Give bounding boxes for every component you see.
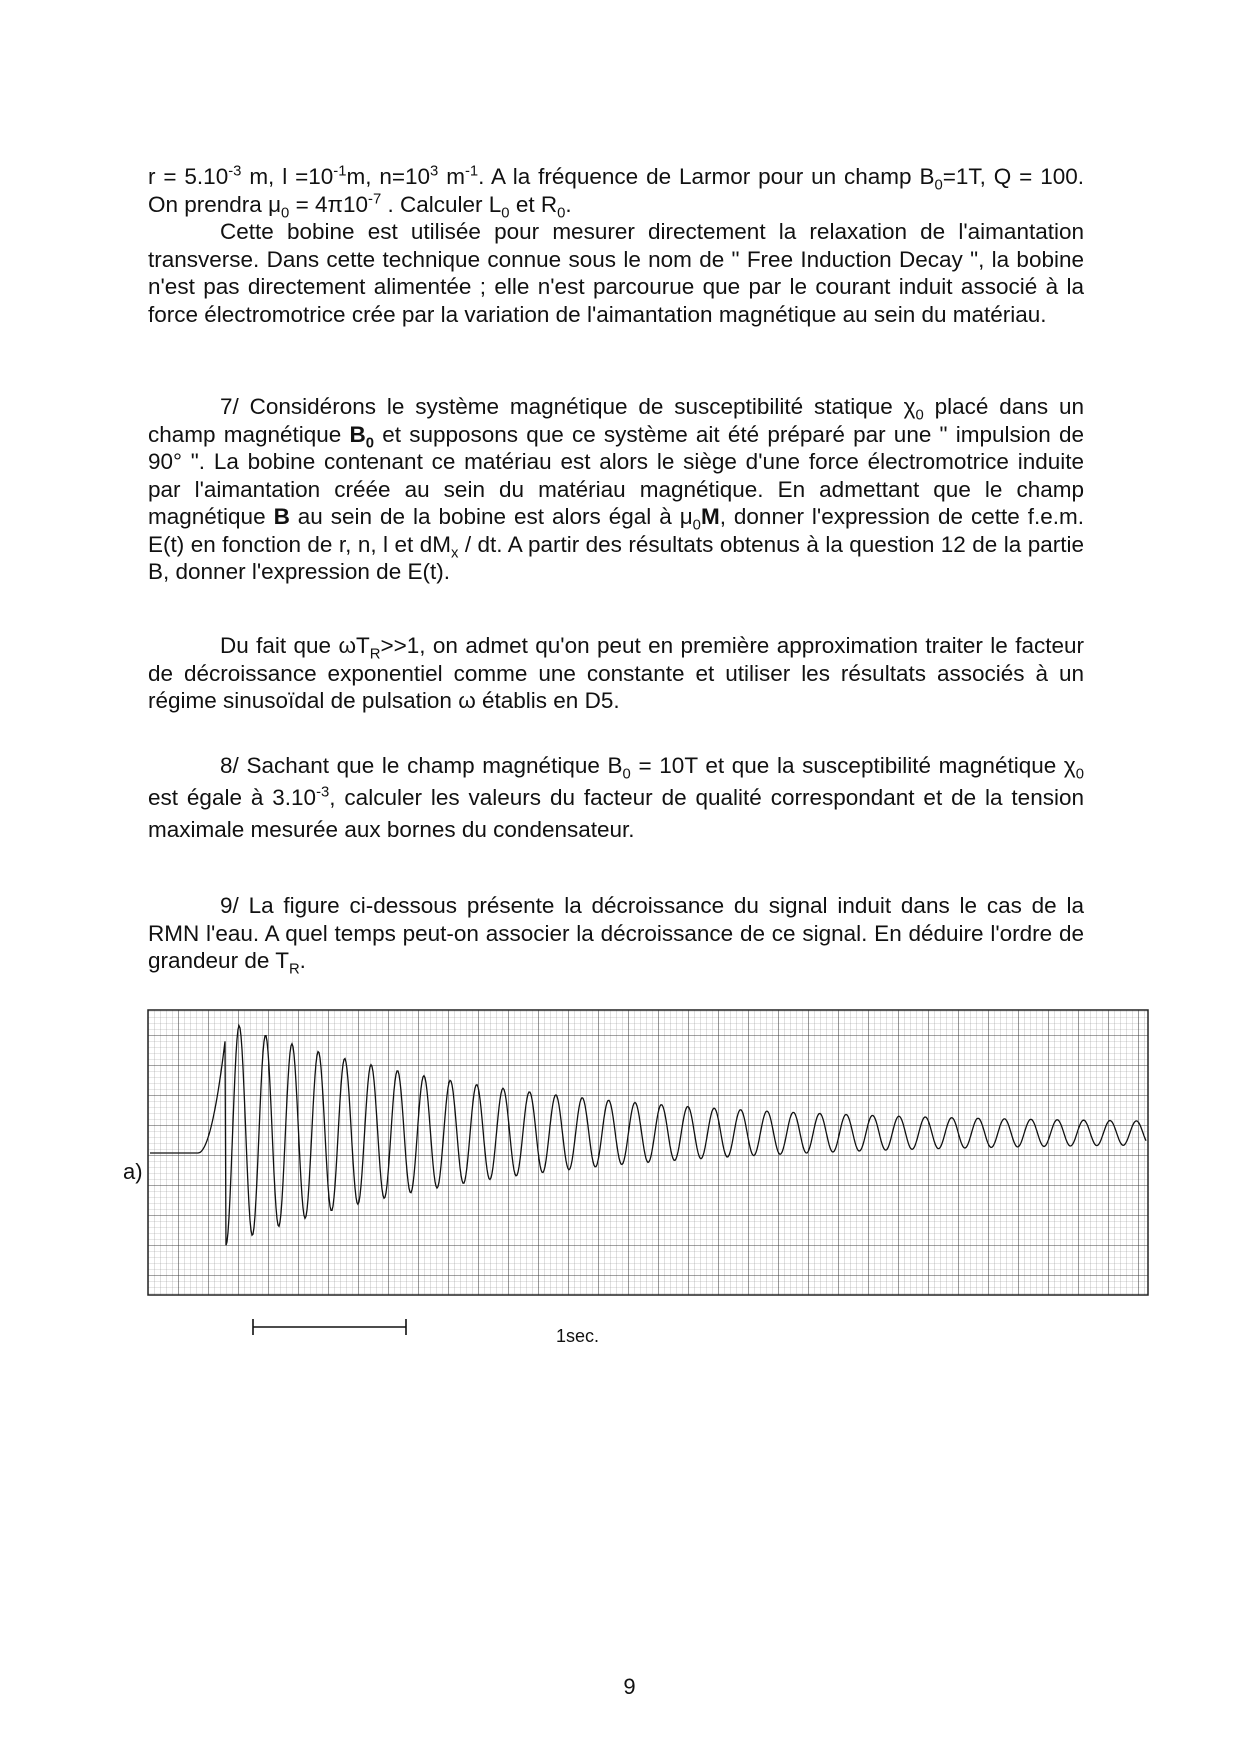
scale-bar bbox=[253, 1319, 406, 1335]
question-7: 7/ Considérons le système magnétique de susceptibilité statique $\chi_0$ placé dans un champ magnétique $B_0$ et supposons que ce système ait été préparé par une " impulsion de 90° ". La bobine contenant ce matériau est alors le siège d'une force électromotrice induite par l'aimantation créée au sein du matériau magnétique. En admettant que le champ magnétique B au sein de la bobine est alors égal à $\mu_0M$, donner l'expression de cette f.e.m. E(t) en fonction de r, n, l et $dM_x$ / dt. A partir des résultats obtenus à la question 12 de la partie B, donner l'expression de E(t). bbox=[148, 394, 1085, 584]
figure-label: a) bbox=[123, 1159, 143, 1184]
question-9: 9/ La figure ci-dessous présente la décroissance du signal induit dans le cas de la RMN l'eau. A quel temps peut-on associer la décroissance de ce signal. En déduire l'ordre de grandeur de $T_R$. bbox=[148, 893, 1084, 978]
page-number: 9 bbox=[623, 1674, 636, 1699]
fid-signal-figure bbox=[118, 1005, 1168, 1346]
approximation-note: Du fait que $\omega T_R>>1$, on admet qu'on peut en première approximation traiter le facteur de décroissance exponentiel comme une constante et utiliser les résultats associés à un régime sinusoïdal de pulsation ω établis en D5. bbox=[148, 633, 1084, 713]
scale-label: 1sec. bbox=[556, 1326, 600, 1346]
fid-trace-graph bbox=[118, 1005, 1168, 1335]
intro-paragraph-2: Cette bobine est utilisée pour mesurer directement la relaxation de l'aimantation transverse. Dans cette technique connue sous le nom de " Free Induction Decay ", la bobine n'est pas directement alimentée ; elle n'est parcourue que par le courant induit associé à la force électromotrice crée par la variation de l'aimantation magnétique au sein du matériau. bbox=[148, 219, 1084, 327]
intro-paragraph-1: $r = 5.10^{-3}$ m, $l =10^{-1}m$, $n=10^3$ $m^{-1}$. A la fréquence de Larmor pour un champ $B_0=1T$, Q = 100. On prendra $\mu_0 = 4\pi 10^{-7}$ . Calculer $L_0$ et $R_0$. bbox=[148, 163, 1084, 221]
intro-section bbox=[148, 163, 1084, 328]
question-8: 8/ Sachant que le champ magnétique $B_0 = 10T$ et que la susceptibilité magnétique $\chi_0$ est égale à $3.10^{-3}$, calculer les valeurs du facteur de qualité correspondant et de la tension maximale mesurée aux bornes du condensateur. bbox=[148, 753, 1084, 842]
